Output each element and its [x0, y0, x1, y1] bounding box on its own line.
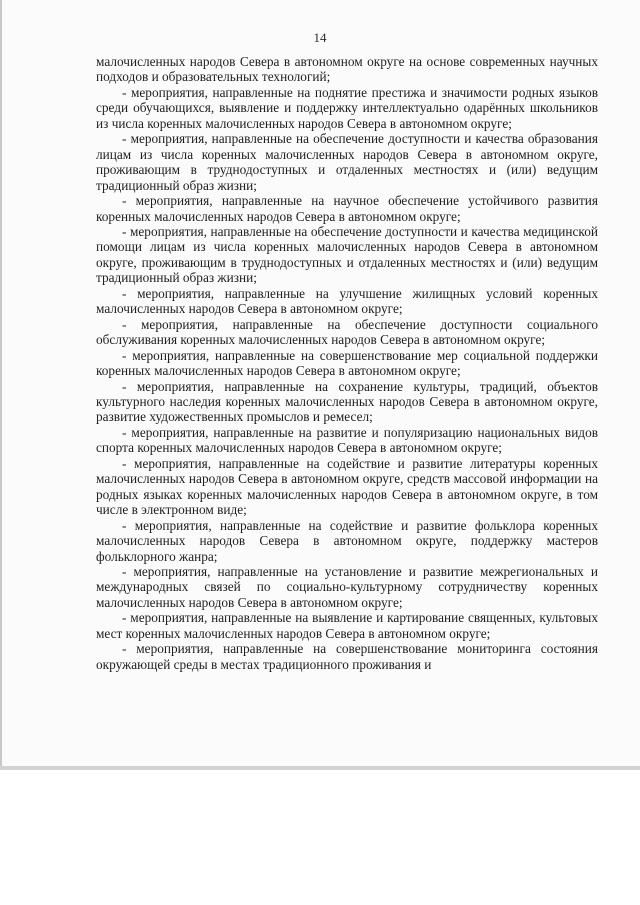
paragraph-literature-media: - мероприятия, направленные на содействие и развитие литературы коренных малочисленных народов Севера в автономном округе, средств массовой информации на родных языках коренных малочисленных народов Севера в автономном округе, в том числе в электронном виде; — [96, 455, 598, 518]
paragraph-environment-monitoring: - мероприятия, направленные на совершенствование мониторинга состояния окружающей среды в местах традиционного проживания и — [96, 641, 598, 672]
scan-bottom-edge — [0, 766, 640, 770]
paragraph-native-languages: - мероприятия, направленные на поднятие престижа и значимости родных языков среди обучающихся, выявление и поддержку интеллектуально одарённых школьников из числа коренных малочисленных народов Севера в автономном округе; — [96, 84, 598, 131]
paragraph-continuation: малочисленных народов Севера в автономном округе на основе современных научных подходов и образовательных технологий; — [96, 54, 598, 85]
paragraph-culture-heritage: - мероприятия, направленные на сохранение культуры, традиций, объектов культурного наследия коренных малочисленных народов Севера в автономном округе, развитие художественных промыслов и ремесел; — [96, 378, 598, 425]
paragraph-housing: - мероприятия, направленные на улучшение жилищных условий коренных малочисленных народов Севера в автономном округе; — [96, 285, 598, 317]
paragraph-national-sports: - мероприятия, направленные на развитие и популяризацию национальных видов спорта коренных малочисленных народов Севера в автономном округе; — [96, 424, 598, 456]
paragraph-folklore: - мероприятия, направленные на содействие и развитие фольклора коренных малочисленных народов Севера в автономном округе, поддержку мастеров фольклорного жанра; — [96, 517, 598, 564]
scan-left-edge — [0, 0, 2, 770]
paragraph-social-support: - мероприятия, направленные на совершенствование мер социальной поддержки коренных малочисленных народов Севера в автономном округе; — [96, 347, 598, 379]
document-body — [96, 54, 598, 672]
paragraph-scientific-support: - мероприятия, направленные на научное обеспечение устойчивого развития коренных малочисленных народов Севера в автономном округе; — [96, 193, 598, 224]
paragraph-sacred-places: - мероприятия, направленные на выявление и картирование священных, культовых мест коренных малочисленных народов Севера в автономном округе; — [96, 610, 598, 641]
paragraph-interregional-ties: - мероприятия, направленные на установление и развитие межрегиональных и международных связей по социально-культурному сотрудничеству коренных малочисленных народов Севера в автономном округе; — [96, 563, 598, 610]
page-number: 14 — [313, 30, 327, 45]
paragraph-social-services: - мероприятия, направленные на обеспечение доступности социального обслуживания коренных малочисленных народов Севера в автономном округе; — [96, 316, 598, 348]
paragraph-medical-care: - мероприятия, направленные на обеспечение доступности и качества медицинской помощи лицам из числа коренных малочисленных народов Севера в автономном округе, проживающим в труднодоступных и отдаленных местностях и (или) ведущим традиционный образ жизни; — [96, 223, 598, 286]
paragraph-education-access: - мероприятия, направленные на обеспечение доступности и качества образования лицам из числа коренных малочисленных народов Севера в автономном округе, проживающим в труднодоступных и отдаленных местностях и (или) ведущим традиционный образ жизни; — [96, 131, 598, 193]
